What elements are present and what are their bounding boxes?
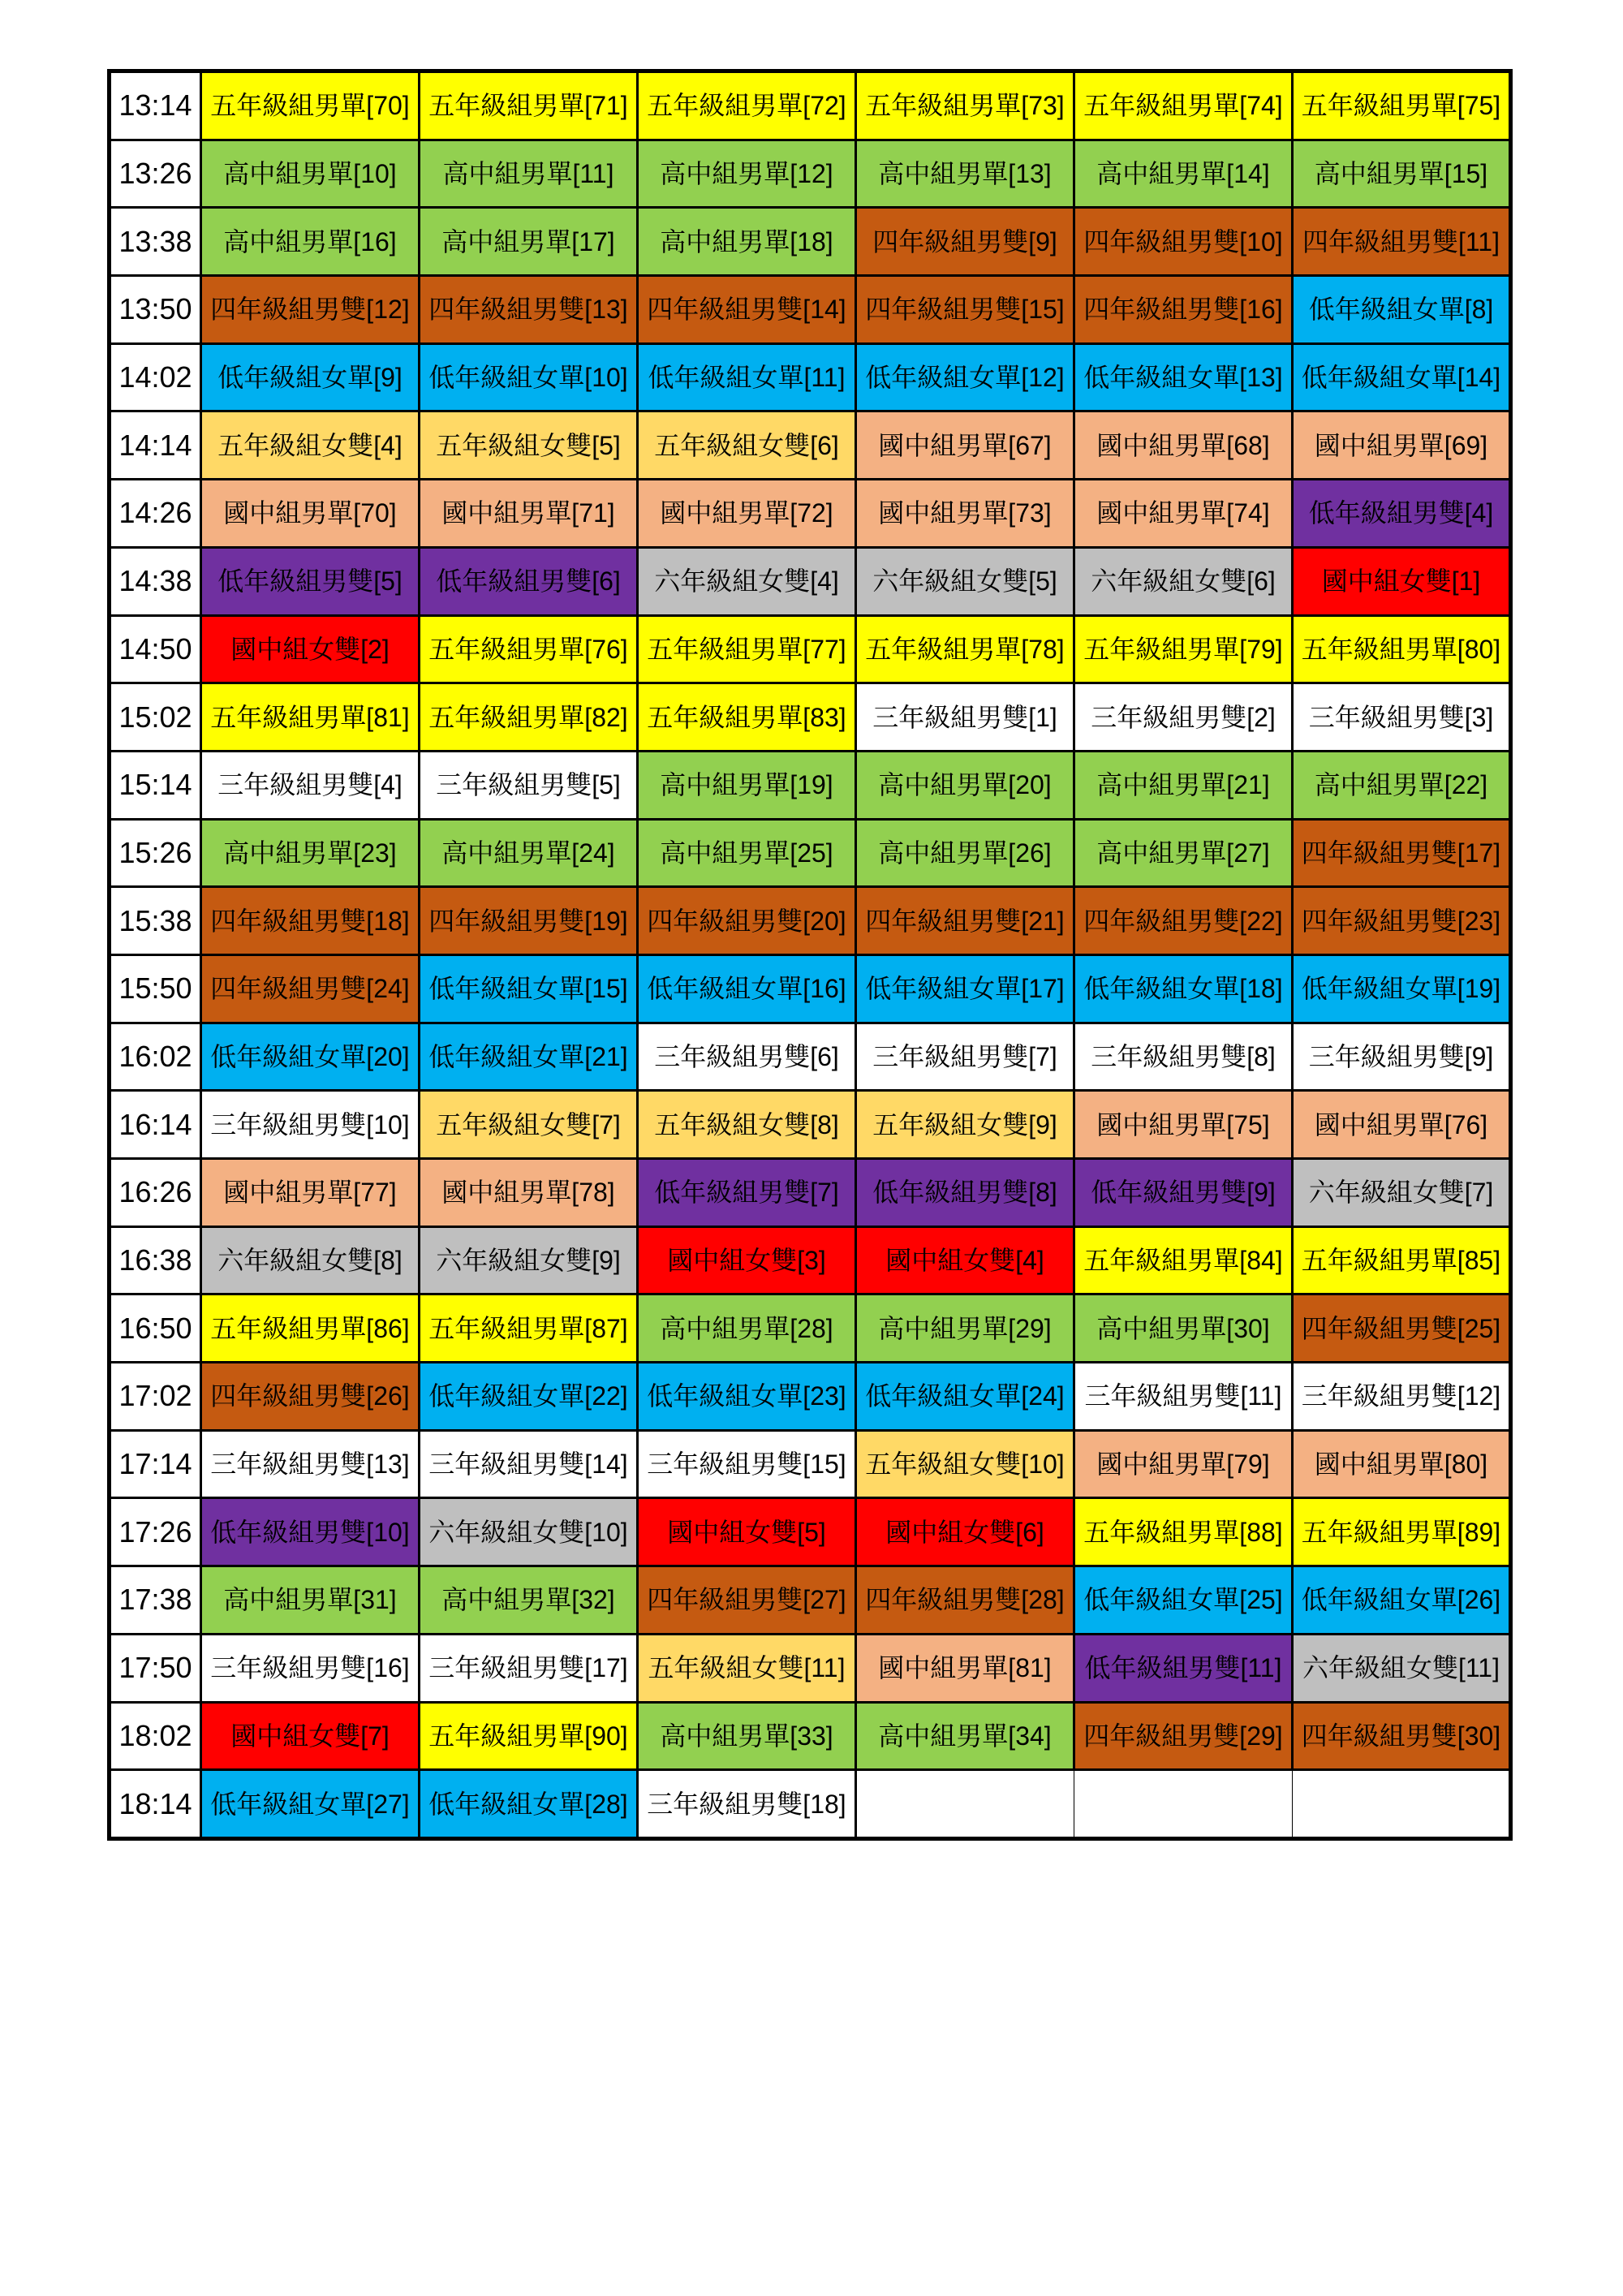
match-cell: 四年級組男雙[9] — [856, 208, 1074, 276]
match-cell: 五年級組男單[86] — [201, 1294, 420, 1363]
match-cell: 四年級組男雙[17] — [1293, 819, 1511, 887]
match-cell: 低年級組男雙[5] — [201, 547, 420, 615]
match-cell: 國中組女雙[1] — [1293, 547, 1511, 615]
match-cell: 低年級組男雙[11] — [1074, 1634, 1293, 1702]
match-cell: 低年級組女單[16] — [638, 954, 856, 1023]
match-cell: 低年級組男雙[10] — [201, 1498, 420, 1566]
match-cell: 五年級組男單[72] — [638, 71, 856, 140]
match-cell: 國中組男單[72] — [638, 480, 856, 548]
match-cell: 高中組男單[26] — [856, 819, 1074, 887]
schedule-body — [110, 71, 1511, 1839]
schedule-row — [110, 1091, 1511, 1159]
match-cell: 六年級組女雙[10] — [420, 1498, 638, 1566]
match-cell: 六年級組女雙[7] — [1293, 1159, 1511, 1227]
match-cell: 低年級組男雙[7] — [638, 1159, 856, 1227]
match-cell: 高中組男單[28] — [638, 1294, 856, 1363]
match-cell: 三年級組男雙[14] — [420, 1430, 638, 1498]
match-cell: 國中組男單[80] — [1293, 1430, 1511, 1498]
time-cell: 17:26 — [110, 1498, 201, 1566]
match-cell: 三年級組男雙[7] — [856, 1023, 1074, 1091]
match-cell: 五年級組女雙[11] — [638, 1634, 856, 1702]
schedule-row — [110, 887, 1511, 955]
match-cell: 高中組男單[14] — [1074, 140, 1293, 208]
match-cell: 四年級組男雙[13] — [420, 276, 638, 344]
schedule-row — [110, 615, 1511, 683]
match-cell: 五年級組女雙[6] — [638, 411, 856, 480]
match-cell: 低年級組女單[18] — [1074, 954, 1293, 1023]
match-cell: 四年級組男雙[21] — [856, 887, 1074, 955]
time-cell: 16:02 — [110, 1023, 201, 1091]
match-cell: 國中組女雙[5] — [638, 1498, 856, 1566]
match-cell: 高中組男單[32] — [420, 1566, 638, 1635]
match-cell: 低年級組女單[27] — [201, 1770, 420, 1839]
match-cell: 國中組男單[69] — [1293, 411, 1511, 480]
match-cell: 三年級組男雙[13] — [201, 1430, 420, 1498]
match-cell: 五年級組男單[90] — [420, 1702, 638, 1770]
match-cell: 國中組男單[76] — [1293, 1091, 1511, 1159]
schedule-row — [110, 751, 1511, 819]
time-cell: 13:38 — [110, 208, 201, 276]
match-cell: 國中組男單[75] — [1074, 1091, 1293, 1159]
match-cell: 高中組男單[13] — [856, 140, 1074, 208]
time-cell: 13:50 — [110, 276, 201, 344]
match-cell: 五年級組男單[75] — [1293, 71, 1511, 140]
match-cell: 五年級組女雙[10] — [856, 1430, 1074, 1498]
schedule-row — [110, 1023, 1511, 1091]
match-cell: 高中組男單[27] — [1074, 819, 1293, 887]
schedule-row — [110, 1702, 1511, 1770]
match-cell: 六年級組女雙[8] — [201, 1226, 420, 1294]
time-cell: 16:50 — [110, 1294, 201, 1363]
schedule-row — [110, 480, 1511, 548]
match-cell: 五年級組男單[87] — [420, 1294, 638, 1363]
match-cell: 五年級組男單[71] — [420, 71, 638, 140]
match-cell: 低年級組女單[23] — [638, 1363, 856, 1431]
match-cell: 五年級組男單[89] — [1293, 1498, 1511, 1566]
match-cell: 國中組男單[70] — [201, 480, 420, 548]
match-cell: 五年級組男單[85] — [1293, 1226, 1511, 1294]
match-cell: 高中組男單[30] — [1074, 1294, 1293, 1363]
match-cell: 高中組男單[17] — [420, 208, 638, 276]
match-cell: 高中組男單[20] — [856, 751, 1074, 819]
match-cell: 六年級組女雙[11] — [1293, 1634, 1511, 1702]
match-cell: 國中組女雙[7] — [201, 1702, 420, 1770]
match-cell: 低年級組女單[12] — [856, 343, 1074, 411]
match-cell: 高中組男單[23] — [201, 819, 420, 887]
match-cell: 國中組女雙[2] — [201, 615, 420, 683]
match-cell: 高中組男單[29] — [856, 1294, 1074, 1363]
match-cell: 四年級組男雙[23] — [1293, 887, 1511, 955]
match-cell: 高中組男單[10] — [201, 140, 420, 208]
time-cell: 15:50 — [110, 954, 201, 1023]
time-cell: 15:14 — [110, 751, 201, 819]
match-cell: 高中組男單[15] — [1293, 140, 1511, 208]
match-cell: 國中組女雙[3] — [638, 1226, 856, 1294]
match-cell: 高中組男單[21] — [1074, 751, 1293, 819]
time-cell: 17:50 — [110, 1634, 201, 1702]
match-cell: 三年級組男雙[2] — [1074, 683, 1293, 752]
match-cell: 高中組男單[25] — [638, 819, 856, 887]
schedule-table — [107, 69, 1513, 1841]
match-cell: 低年級組女單[11] — [638, 343, 856, 411]
schedule-row — [110, 683, 1511, 752]
match-cell: 高中組男單[24] — [420, 819, 638, 887]
match-cell: 國中組男單[74] — [1074, 480, 1293, 548]
match-cell: 高中組男單[16] — [201, 208, 420, 276]
match-cell: 國中組男單[68] — [1074, 411, 1293, 480]
match-cell: 四年級組男雙[24] — [201, 954, 420, 1023]
match-cell: 四年級組男雙[22] — [1074, 887, 1293, 955]
schedule-row — [110, 819, 1511, 887]
match-cell: 四年級組男雙[11] — [1293, 208, 1511, 276]
match-cell: 四年級組男雙[30] — [1293, 1702, 1511, 1770]
schedule-row — [110, 411, 1511, 480]
time-cell: 14:50 — [110, 615, 201, 683]
match-cell: 三年級組男雙[18] — [638, 1770, 856, 1839]
match-cell: 五年級組男單[78] — [856, 615, 1074, 683]
match-cell: 五年級組男單[73] — [856, 71, 1074, 140]
match-cell: 四年級組男雙[18] — [201, 887, 420, 955]
match-cell: 高中組男單[12] — [638, 140, 856, 208]
match-cell: 四年級組男雙[25] — [1293, 1294, 1511, 1363]
match-cell: 國中組男單[67] — [856, 411, 1074, 480]
match-cell: 四年級組男雙[20] — [638, 887, 856, 955]
time-cell: 17:02 — [110, 1363, 201, 1431]
match-cell: 低年級組男雙[4] — [1293, 480, 1511, 548]
match-cell: 低年級組女單[17] — [856, 954, 1074, 1023]
match-cell: 低年級組女單[28] — [420, 1770, 638, 1839]
match-cell: 五年級組男單[84] — [1074, 1226, 1293, 1294]
match-cell: 低年級組女單[10] — [420, 343, 638, 411]
time-cell: 13:14 — [110, 71, 201, 140]
match-cell: 低年級組女單[21] — [420, 1023, 638, 1091]
match-cell: 五年級組男單[76] — [420, 615, 638, 683]
match-cell: 六年級組女雙[5] — [856, 547, 1074, 615]
schedule-row — [110, 1159, 1511, 1227]
time-cell: 16:38 — [110, 1226, 201, 1294]
match-cell: 三年級組男雙[15] — [638, 1430, 856, 1498]
time-cell: 14:02 — [110, 343, 201, 411]
time-cell: 17:14 — [110, 1430, 201, 1498]
match-cell: 高中組男單[18] — [638, 208, 856, 276]
match-cell: 三年級組男雙[11] — [1074, 1363, 1293, 1431]
match-cell: 六年級組女雙[4] — [638, 547, 856, 615]
match-cell: 五年級組女雙[9] — [856, 1091, 1074, 1159]
match-cell: 高中組男單[19] — [638, 751, 856, 819]
match-cell: 國中組男單[79] — [1074, 1430, 1293, 1498]
match-cell: 低年級組女單[22] — [420, 1363, 638, 1431]
match-cell: 高中組男單[33] — [638, 1702, 856, 1770]
match-cell: 國中組女雙[4] — [856, 1226, 1074, 1294]
match-cell: 三年級組男雙[5] — [420, 751, 638, 819]
schedule-table-container — [107, 69, 1513, 1841]
schedule-row — [110, 1498, 1511, 1566]
match-cell: 低年級組女單[8] — [1293, 276, 1511, 344]
match-cell: 四年級組男雙[19] — [420, 887, 638, 955]
match-cell: 五年級組女雙[5] — [420, 411, 638, 480]
match-cell: 三年級組男雙[4] — [201, 751, 420, 819]
match-cell: 四年級組男雙[16] — [1074, 276, 1293, 344]
match-cell: 國中組男單[73] — [856, 480, 1074, 548]
match-cell: 四年級組男雙[29] — [1074, 1702, 1293, 1770]
match-cell: 三年級組男雙[1] — [856, 683, 1074, 752]
empty-cell — [1074, 1770, 1293, 1839]
time-cell: 15:26 — [110, 819, 201, 887]
match-cell: 低年級組女單[13] — [1074, 343, 1293, 411]
match-cell: 五年級組男單[80] — [1293, 615, 1511, 683]
schedule-row — [110, 140, 1511, 208]
match-cell: 五年級組男單[79] — [1074, 615, 1293, 683]
match-cell: 四年級組男雙[14] — [638, 276, 856, 344]
match-cell: 高中組男單[11] — [420, 140, 638, 208]
match-cell: 四年級組男雙[27] — [638, 1566, 856, 1635]
time-cell: 16:14 — [110, 1091, 201, 1159]
match-cell: 三年級組男雙[16] — [201, 1634, 420, 1702]
time-cell: 16:26 — [110, 1159, 201, 1227]
schedule-row — [110, 1294, 1511, 1363]
match-cell: 三年級組男雙[8] — [1074, 1023, 1293, 1091]
time-cell: 13:26 — [110, 140, 201, 208]
schedule-row — [110, 1566, 1511, 1635]
match-cell: 高中組男單[22] — [1293, 751, 1511, 819]
match-cell: 低年級組女單[25] — [1074, 1566, 1293, 1635]
match-cell: 五年級組男單[77] — [638, 615, 856, 683]
match-cell: 低年級組男雙[8] — [856, 1159, 1074, 1227]
match-cell: 國中組男單[71] — [420, 480, 638, 548]
match-cell: 低年級組女單[14] — [1293, 343, 1511, 411]
schedule-row — [110, 1634, 1511, 1702]
match-cell: 三年級組男雙[17] — [420, 1634, 638, 1702]
match-cell: 五年級組男單[83] — [638, 683, 856, 752]
match-cell: 五年級組女雙[8] — [638, 1091, 856, 1159]
match-cell: 國中組男單[77] — [201, 1159, 420, 1227]
empty-cell — [856, 1770, 1074, 1839]
match-cell: 五年級組男單[70] — [201, 71, 420, 140]
time-cell: 17:38 — [110, 1566, 201, 1635]
match-cell: 低年級組女單[19] — [1293, 954, 1511, 1023]
time-cell: 18:14 — [110, 1770, 201, 1839]
match-cell: 五年級組女雙[7] — [420, 1091, 638, 1159]
match-cell: 三年級組男雙[6] — [638, 1023, 856, 1091]
time-cell: 15:38 — [110, 887, 201, 955]
match-cell: 五年級組男單[82] — [420, 683, 638, 752]
match-cell: 四年級組男雙[26] — [201, 1363, 420, 1431]
schedule-row — [110, 1226, 1511, 1294]
match-cell: 低年級組女單[9] — [201, 343, 420, 411]
match-cell: 六年級組女雙[9] — [420, 1226, 638, 1294]
schedule-row — [110, 71, 1511, 140]
match-cell: 四年級組男雙[28] — [856, 1566, 1074, 1635]
schedule-row — [110, 954, 1511, 1023]
match-cell: 四年級組男雙[15] — [856, 276, 1074, 344]
match-cell: 五年級組男單[88] — [1074, 1498, 1293, 1566]
match-cell: 三年級組男雙[10] — [201, 1091, 420, 1159]
match-cell: 低年級組男雙[6] — [420, 547, 638, 615]
schedule-row — [110, 276, 1511, 344]
match-cell: 國中組女雙[6] — [856, 1498, 1074, 1566]
match-cell: 低年級組女單[24] — [856, 1363, 1074, 1431]
match-cell: 四年級組男雙[12] — [201, 276, 420, 344]
match-cell: 五年級組男單[74] — [1074, 71, 1293, 140]
match-cell: 低年級組女單[26] — [1293, 1566, 1511, 1635]
match-cell: 六年級組女雙[6] — [1074, 547, 1293, 615]
schedule-row — [110, 1430, 1511, 1498]
time-cell: 14:26 — [110, 480, 201, 548]
match-cell: 國中組男單[81] — [856, 1634, 1074, 1702]
match-cell: 四年級組男雙[10] — [1074, 208, 1293, 276]
time-cell: 15:02 — [110, 683, 201, 752]
time-cell: 18:02 — [110, 1702, 201, 1770]
match-cell: 低年級組女單[20] — [201, 1023, 420, 1091]
match-cell: 五年級組男單[81] — [201, 683, 420, 752]
time-cell: 14:38 — [110, 547, 201, 615]
schedule-row — [110, 1363, 1511, 1431]
schedule-row — [110, 1770, 1511, 1839]
match-cell: 三年級組男雙[3] — [1293, 683, 1511, 752]
schedule-row — [110, 547, 1511, 615]
match-cell: 低年級組男雙[9] — [1074, 1159, 1293, 1227]
time-cell: 14:14 — [110, 411, 201, 480]
match-cell: 國中組男單[78] — [420, 1159, 638, 1227]
empty-cell — [1293, 1770, 1511, 1839]
match-cell: 高中組男單[31] — [201, 1566, 420, 1635]
match-cell: 五年級組女雙[4] — [201, 411, 420, 480]
match-cell: 三年級組男雙[12] — [1293, 1363, 1511, 1431]
match-cell: 低年級組女單[15] — [420, 954, 638, 1023]
match-cell: 三年級組男雙[9] — [1293, 1023, 1511, 1091]
schedule-row — [110, 343, 1511, 411]
match-cell: 高中組男單[34] — [856, 1702, 1074, 1770]
schedule-row — [110, 208, 1511, 276]
